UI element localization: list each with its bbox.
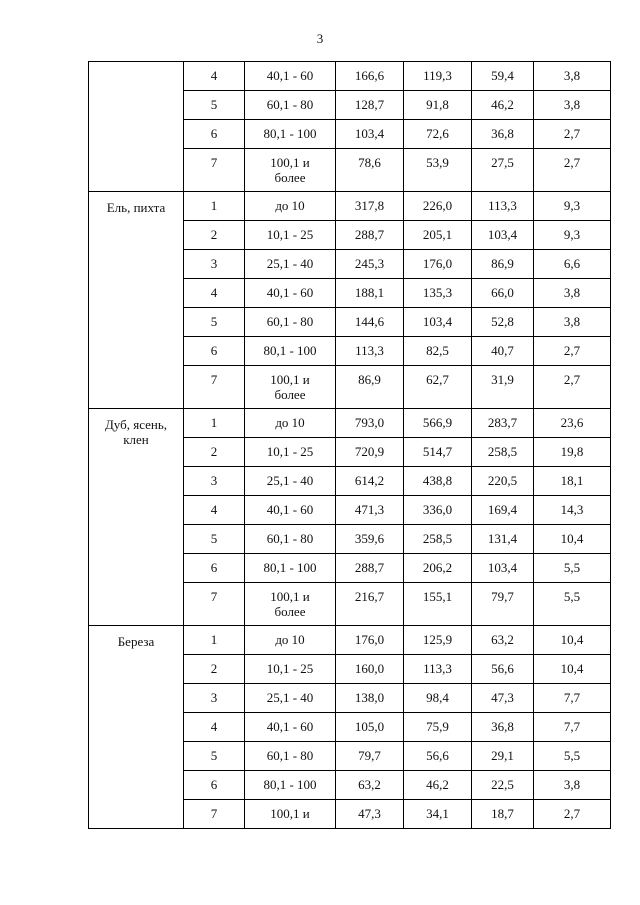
diameter-range-cell: до 10 (245, 409, 336, 438)
row-number-cell: 6 (184, 771, 245, 800)
value-2-cell: 566,9 (404, 409, 472, 438)
value-4-cell: 5,5 (534, 583, 611, 626)
value-3-cell: 66,0 (472, 279, 534, 308)
value-3-cell: 103,4 (472, 221, 534, 250)
diameter-range-cell: 25,1 - 40 (245, 684, 336, 713)
value-3-cell: 86,9 (472, 250, 534, 279)
value-4-cell: 18,1 (534, 467, 611, 496)
diameter-range-cell: 100,1 и более (245, 583, 336, 626)
value-4-cell: 2,7 (534, 337, 611, 366)
value-4-cell: 2,7 (534, 120, 611, 149)
row-number-cell: 1 (184, 409, 245, 438)
value-4-cell: 9,3 (534, 192, 611, 221)
value-1-cell: 113,3 (336, 337, 404, 366)
value-2-cell: 336,0 (404, 496, 472, 525)
diameter-range-cell: 10,1 - 25 (245, 221, 336, 250)
row-number-cell: 3 (184, 250, 245, 279)
value-2-cell: 135,3 (404, 279, 472, 308)
value-3-cell: 283,7 (472, 409, 534, 438)
value-3-cell: 169,4 (472, 496, 534, 525)
row-number-cell: 6 (184, 554, 245, 583)
value-4-cell: 7,7 (534, 684, 611, 713)
value-4-cell: 3,8 (534, 62, 611, 91)
value-4-cell: 19,8 (534, 438, 611, 467)
diameter-range-cell: до 10 (245, 626, 336, 655)
row-number-cell: 7 (184, 583, 245, 626)
value-2-cell: 72,6 (404, 120, 472, 149)
value-2-cell: 119,3 (404, 62, 472, 91)
diameter-range-cell: 10,1 - 25 (245, 438, 336, 467)
value-2-cell: 206,2 (404, 554, 472, 583)
value-4-cell: 3,8 (534, 771, 611, 800)
value-3-cell: 52,8 (472, 308, 534, 337)
value-2-cell: 155,1 (404, 583, 472, 626)
value-2-cell: 176,0 (404, 250, 472, 279)
rates-table-body (89, 62, 611, 829)
row-number-cell: 2 (184, 655, 245, 684)
value-3-cell: 131,4 (472, 525, 534, 554)
value-2-cell: 438,8 (404, 467, 472, 496)
value-3-cell: 27,5 (472, 149, 534, 192)
row-number-cell: 6 (184, 120, 245, 149)
table-row (89, 409, 611, 438)
diameter-range-cell: 40,1 - 60 (245, 713, 336, 742)
value-4-cell: 3,8 (534, 91, 611, 120)
value-3-cell: 59,4 (472, 62, 534, 91)
value-1-cell: 288,7 (336, 554, 404, 583)
value-1-cell: 359,6 (336, 525, 404, 554)
diameter-range-cell: 60,1 - 80 (245, 525, 336, 554)
value-3-cell: 22,5 (472, 771, 534, 800)
row-number-cell: 2 (184, 438, 245, 467)
species-cell: Дуб, ясень, клен (89, 409, 184, 626)
value-1-cell: 63,2 (336, 771, 404, 800)
value-2-cell: 75,9 (404, 713, 472, 742)
value-2-cell: 205,1 (404, 221, 472, 250)
value-4-cell: 2,7 (534, 149, 611, 192)
species-cell (89, 62, 184, 192)
row-number-cell: 5 (184, 525, 245, 554)
diameter-range-cell: 10,1 - 25 (245, 655, 336, 684)
value-1-cell: 471,3 (336, 496, 404, 525)
value-4-cell: 3,8 (534, 308, 611, 337)
value-4-cell: 14,3 (534, 496, 611, 525)
value-1-cell: 176,0 (336, 626, 404, 655)
row-number-cell: 4 (184, 279, 245, 308)
value-1-cell: 317,8 (336, 192, 404, 221)
value-2-cell: 46,2 (404, 771, 472, 800)
row-number-cell: 4 (184, 713, 245, 742)
diameter-range-cell: 40,1 - 60 (245, 496, 336, 525)
value-1-cell: 103,4 (336, 120, 404, 149)
value-1-cell: 105,0 (336, 713, 404, 742)
row-number-cell: 2 (184, 221, 245, 250)
diameter-range-cell: 40,1 - 60 (245, 279, 336, 308)
value-4-cell: 10,4 (534, 525, 611, 554)
value-1-cell: 720,9 (336, 438, 404, 467)
diameter-range-cell: 25,1 - 40 (245, 467, 336, 496)
value-3-cell: 29,1 (472, 742, 534, 771)
diameter-range-cell: 60,1 - 80 (245, 91, 336, 120)
page-number: 3 (316, 31, 324, 46)
value-4-cell: 23,6 (534, 409, 611, 438)
value-3-cell: 56,6 (472, 655, 534, 684)
row-number-cell: 7 (184, 366, 245, 409)
row-number-cell: 7 (184, 149, 245, 192)
value-3-cell: 220,5 (472, 467, 534, 496)
value-3-cell: 47,3 (472, 684, 534, 713)
value-2-cell: 91,8 (404, 91, 472, 120)
value-3-cell: 63,2 (472, 626, 534, 655)
value-1-cell: 144,6 (336, 308, 404, 337)
value-2-cell: 98,4 (404, 684, 472, 713)
species-cell: Береза (89, 626, 184, 829)
value-4-cell: 5,5 (534, 554, 611, 583)
value-4-cell: 2,7 (534, 366, 611, 409)
value-1-cell: 245,3 (336, 250, 404, 279)
value-2-cell: 56,6 (404, 742, 472, 771)
diameter-range-cell: 80,1 - 100 (245, 771, 336, 800)
row-number-cell: 5 (184, 742, 245, 771)
value-1-cell: 216,7 (336, 583, 404, 626)
value-3-cell: 18,7 (472, 800, 534, 829)
row-number-cell: 1 (184, 192, 245, 221)
value-2-cell: 514,7 (404, 438, 472, 467)
value-1-cell: 793,0 (336, 409, 404, 438)
value-2-cell: 226,0 (404, 192, 472, 221)
diameter-range-cell: 60,1 - 80 (245, 308, 336, 337)
diameter-range-cell: 80,1 - 100 (245, 120, 336, 149)
value-4-cell: 5,5 (534, 742, 611, 771)
value-4-cell: 7,7 (534, 713, 611, 742)
diameter-range-cell: 100,1 и более (245, 149, 336, 192)
diameter-range-cell: 100,1 и более (245, 366, 336, 409)
value-3-cell: 258,5 (472, 438, 534, 467)
value-3-cell: 31,9 (472, 366, 534, 409)
value-1-cell: 614,2 (336, 467, 404, 496)
diameter-range-cell: 100,1 и (245, 800, 336, 829)
value-3-cell: 79,7 (472, 583, 534, 626)
value-4-cell: 10,4 (534, 655, 611, 684)
value-1-cell: 86,9 (336, 366, 404, 409)
value-1-cell: 160,0 (336, 655, 404, 684)
rates-table (88, 61, 611, 829)
diameter-range-cell: 80,1 - 100 (245, 554, 336, 583)
row-number-cell: 3 (184, 467, 245, 496)
value-1-cell: 188,1 (336, 279, 404, 308)
table-row (89, 626, 611, 655)
value-1-cell: 78,6 (336, 149, 404, 192)
value-1-cell: 79,7 (336, 742, 404, 771)
row-number-cell: 4 (184, 62, 245, 91)
value-3-cell: 103,4 (472, 554, 534, 583)
value-4-cell: 2,7 (534, 800, 611, 829)
value-1-cell: 47,3 (336, 800, 404, 829)
table-row (89, 192, 611, 221)
table-row (89, 62, 611, 91)
value-4-cell: 10,4 (534, 626, 611, 655)
value-1-cell: 288,7 (336, 221, 404, 250)
row-number-cell: 7 (184, 800, 245, 829)
value-2-cell: 53,9 (404, 149, 472, 192)
value-3-cell: 36,8 (472, 120, 534, 149)
value-4-cell: 3,8 (534, 279, 611, 308)
value-3-cell: 113,3 (472, 192, 534, 221)
value-1-cell: 138,0 (336, 684, 404, 713)
value-2-cell: 103,4 (404, 308, 472, 337)
value-4-cell: 9,3 (534, 221, 611, 250)
value-2-cell: 113,3 (404, 655, 472, 684)
value-2-cell: 34,1 (404, 800, 472, 829)
diameter-range-cell: 80,1 - 100 (245, 337, 336, 366)
value-2-cell: 62,7 (404, 366, 472, 409)
value-2-cell: 82,5 (404, 337, 472, 366)
species-cell: Ель, пихта (89, 192, 184, 409)
value-2-cell: 125,9 (404, 626, 472, 655)
value-3-cell: 46,2 (472, 91, 534, 120)
value-4-cell: 6,6 (534, 250, 611, 279)
row-number-cell: 5 (184, 308, 245, 337)
row-number-cell: 5 (184, 91, 245, 120)
diameter-range-cell: до 10 (245, 192, 336, 221)
diameter-range-cell: 25,1 - 40 (245, 250, 336, 279)
diameter-range-cell: 40,1 - 60 (245, 62, 336, 91)
row-number-cell: 1 (184, 626, 245, 655)
row-number-cell: 4 (184, 496, 245, 525)
value-2-cell: 258,5 (404, 525, 472, 554)
value-1-cell: 128,7 (336, 91, 404, 120)
row-number-cell: 3 (184, 684, 245, 713)
value-1-cell: 166,6 (336, 62, 404, 91)
value-3-cell: 40,7 (472, 337, 534, 366)
value-3-cell: 36,8 (472, 713, 534, 742)
row-number-cell: 6 (184, 337, 245, 366)
diameter-range-cell: 60,1 - 80 (245, 742, 336, 771)
